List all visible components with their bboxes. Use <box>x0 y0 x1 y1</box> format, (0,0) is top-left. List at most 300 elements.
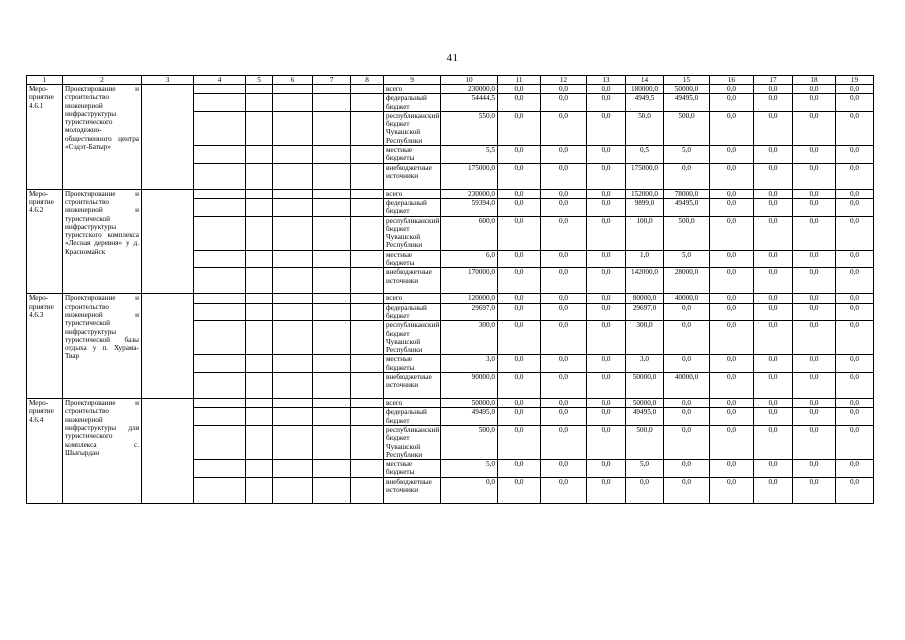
amount-cell-col-10: 230000,0 <box>441 189 498 198</box>
amount-cell-col-10: 29697,0 <box>441 303 498 321</box>
amount-cell-col-19: 0,0 <box>836 460 874 478</box>
amount-cell-col-10: 49495,0 <box>441 408 498 426</box>
amount-cell-col-11: 0,0 <box>498 425 541 459</box>
amount-cell-col-19: 0,0 <box>836 111 874 145</box>
activity-code: Меро- приятие 4.6.4 <box>27 399 63 504</box>
amount-cell-col-13: 0,0 <box>587 373 626 399</box>
amount-cell-col-19: 0,0 <box>836 294 874 303</box>
empty-cell-col-5 <box>246 198 273 216</box>
amount-cell-col-17: 0,0 <box>754 198 793 216</box>
amount-cell-col-11: 0,0 <box>498 477 541 503</box>
amount-cell-col-12: 0,0 <box>541 399 587 408</box>
amount-cell-col-14: 300,0 <box>626 321 664 355</box>
amount-cell-col-16: 0,0 <box>710 303 754 321</box>
amount-cell-col-14: 0,0 <box>626 477 664 503</box>
amount-cell-col-12: 0,0 <box>541 303 587 321</box>
funding-source: всего <box>384 189 441 198</box>
amount-cell-col-14: 50000,0 <box>626 399 664 408</box>
funding-source: всего <box>384 85 441 94</box>
amount-cell-col-13: 0,0 <box>587 477 626 503</box>
empty-cell-col-8 <box>351 373 384 399</box>
amount-cell-col-14: 80000,0 <box>626 294 664 303</box>
amount-cell-col-11: 0,0 <box>498 460 541 478</box>
empty-cell-col-8 <box>351 321 384 355</box>
amount-cell-col-10: 5,0 <box>441 460 498 478</box>
amount-cell-col-11: 0,0 <box>498 408 541 426</box>
amount-cell-col-18: 0,0 <box>793 460 836 478</box>
amount-cell-col-12: 0,0 <box>541 146 587 164</box>
empty-cell-col-8 <box>351 250 384 268</box>
empty-cell-col-6 <box>273 408 313 426</box>
amount-cell-col-15: 0,0 <box>664 321 710 355</box>
amount-cell-col-16: 0,0 <box>710 216 754 250</box>
empty-cell-col-5 <box>246 477 273 503</box>
amount-cell-col-10: 120000,0 <box>441 294 498 303</box>
amount-cell-col-12: 0,0 <box>541 321 587 355</box>
empty-cell-col-7 <box>313 94 351 112</box>
amount-cell-col-17: 0,0 <box>754 355 793 373</box>
amount-cell-col-14: 100,0 <box>626 216 664 250</box>
amount-cell-col-12: 0,0 <box>541 408 587 426</box>
amount-cell-col-10: 54444,5 <box>441 94 498 112</box>
empty-cell-col-7 <box>313 216 351 250</box>
amount-cell-col-17: 0,0 <box>754 163 793 189</box>
empty-cell-col-5 <box>246 250 273 268</box>
amount-cell-col-13: 0,0 <box>587 250 626 268</box>
amount-cell-col-12: 0,0 <box>541 250 587 268</box>
amount-cell-col-13: 0,0 <box>587 399 626 408</box>
amount-cell-col-19: 0,0 <box>836 94 874 112</box>
column-header-11: 11 <box>498 76 541 85</box>
amount-cell-col-17: 0,0 <box>754 189 793 198</box>
empty-cell-col-8 <box>351 355 384 373</box>
amount-cell-col-19: 0,0 <box>836 477 874 503</box>
amount-cell-col-17: 0,0 <box>754 111 793 145</box>
column-header-10: 10 <box>441 76 498 85</box>
empty-cell-col-8 <box>351 294 384 303</box>
amount-cell-col-13: 0,0 <box>587 268 626 294</box>
table-header <box>27 76 874 85</box>
empty-cell-col-4 <box>194 408 246 426</box>
amount-cell-col-15: 500,0 <box>664 111 710 145</box>
amount-cell-col-19: 0,0 <box>836 250 874 268</box>
amount-cell-col-15: 49495,0 <box>664 198 710 216</box>
amount-cell-col-16: 0,0 <box>710 294 754 303</box>
amount-cell-col-13: 0,0 <box>587 85 626 94</box>
amount-cell-col-16: 0,0 <box>710 408 754 426</box>
empty-cell-col-4 <box>194 146 246 164</box>
empty-cell-col-6 <box>273 355 313 373</box>
empty-cell-col-8 <box>351 425 384 459</box>
amount-cell-col-16: 0,0 <box>710 146 754 164</box>
amount-cell-col-18: 0,0 <box>793 425 836 459</box>
activity-name: Проектирование и строительство инженерной инфраструктуры туристического молодежно-общественного центра «Сэдэт-Батыр» <box>63 85 142 190</box>
column-header-4: 4 <box>194 76 246 85</box>
amount-cell-col-11: 0,0 <box>498 111 541 145</box>
activity-name: Проектирование и строительство инженерной и туристической инфраструктуры туристского комплекса «Лесная деревня» у д. Красномайск <box>63 189 142 294</box>
amount-cell-col-10: 3,0 <box>441 355 498 373</box>
empty-cell-col-4 <box>194 294 246 303</box>
amount-cell-col-18: 0,0 <box>793 94 836 112</box>
amount-cell-col-11: 0,0 <box>498 189 541 198</box>
amount-cell-col-19: 0,0 <box>836 303 874 321</box>
amount-cell-col-13: 0,0 <box>587 294 626 303</box>
amount-cell-col-13: 0,0 <box>587 111 626 145</box>
column-header-5: 5 <box>246 76 273 85</box>
amount-cell-col-10: 5,5 <box>441 146 498 164</box>
amount-cell-col-10: 50000,0 <box>441 399 498 408</box>
amount-cell-col-15: 500,0 <box>664 216 710 250</box>
amount-cell-col-18: 0,0 <box>793 250 836 268</box>
empty-cell-col-5 <box>246 268 273 294</box>
amount-cell-col-17: 0,0 <box>754 85 793 94</box>
amount-cell-col-14: 152000,0 <box>626 189 664 198</box>
amount-cell-col-17: 0,0 <box>754 373 793 399</box>
amount-cell-col-18: 0,0 <box>793 268 836 294</box>
column-header-12: 12 <box>541 76 587 85</box>
empty-cell-col-7 <box>313 399 351 408</box>
amount-cell-col-12: 0,0 <box>541 294 587 303</box>
amount-cell-col-10: 59394,0 <box>441 198 498 216</box>
funding-source: местные бюджеты <box>384 250 441 268</box>
funding-source: федеральный бюджет <box>384 303 441 321</box>
funding-source: внебюджетные источники <box>384 477 441 503</box>
amount-cell-col-13: 0,0 <box>587 94 626 112</box>
amount-cell-col-18: 0,0 <box>793 146 836 164</box>
empty-cell-col-6 <box>273 146 313 164</box>
empty-cell-col-6 <box>273 399 313 408</box>
empty-cell-col-6 <box>273 268 313 294</box>
empty-cell-col-4 <box>194 94 246 112</box>
empty-cell-col-3 <box>142 85 194 190</box>
empty-cell-col-7 <box>313 408 351 426</box>
amount-cell-col-18: 0,0 <box>793 189 836 198</box>
amount-cell-col-14: 180000,0 <box>626 85 664 94</box>
empty-cell-col-5 <box>246 146 273 164</box>
activity-name: Проектирование и строительство инженерной инфраструктуры для туристического комплекса с. Шыгырдан <box>63 399 142 504</box>
amount-cell-col-14: 50000,0 <box>626 373 664 399</box>
empty-cell-col-7 <box>313 198 351 216</box>
amount-cell-col-18: 0,0 <box>793 216 836 250</box>
amount-cell-col-12: 0,0 <box>541 477 587 503</box>
empty-cell-col-7 <box>313 477 351 503</box>
empty-cell-col-4 <box>194 303 246 321</box>
column-header-3: 3 <box>142 76 194 85</box>
column-header-17: 17 <box>754 76 793 85</box>
amount-cell-col-11: 0,0 <box>498 85 541 94</box>
page-number: 41 <box>446 52 459 64</box>
empty-cell-col-7 <box>313 425 351 459</box>
amount-cell-col-19: 0,0 <box>836 268 874 294</box>
amount-cell-col-17: 0,0 <box>754 408 793 426</box>
empty-cell-col-7 <box>313 303 351 321</box>
amount-cell-col-13: 0,0 <box>587 198 626 216</box>
amount-cell-col-12: 0,0 <box>541 460 587 478</box>
amount-cell-col-11: 0,0 <box>498 268 541 294</box>
empty-cell-col-5 <box>246 355 273 373</box>
amount-cell-col-14: 142000,0 <box>626 268 664 294</box>
funding-source: внебюджетные источники <box>384 373 441 399</box>
funding-source: республиканский бюджет Чувашской Республики <box>384 321 441 355</box>
amount-cell-col-10: 175000,0 <box>441 163 498 189</box>
amount-cell-col-17: 0,0 <box>754 425 793 459</box>
amount-cell-col-16: 0,0 <box>710 399 754 408</box>
funding-source: республиканский бюджет Чувашской Республики <box>384 111 441 145</box>
amount-cell-col-16: 0,0 <box>710 85 754 94</box>
amount-cell-col-14: 4949,5 <box>626 94 664 112</box>
empty-cell-col-4 <box>194 460 246 478</box>
empty-cell-col-4 <box>194 250 246 268</box>
amount-cell-col-11: 0,0 <box>498 94 541 112</box>
empty-cell-col-5 <box>246 321 273 355</box>
amount-cell-col-18: 0,0 <box>793 399 836 408</box>
amount-cell-col-15: 40000,0 <box>664 373 710 399</box>
activity-code: Меро- приятие 4.6.3 <box>27 294 63 399</box>
amount-cell-col-11: 0,0 <box>498 216 541 250</box>
amount-cell-col-13: 0,0 <box>587 408 626 426</box>
empty-cell-col-4 <box>194 189 246 198</box>
amount-cell-col-16: 0,0 <box>710 373 754 399</box>
amount-cell-col-15: 0,0 <box>664 163 710 189</box>
amount-cell-col-17: 0,0 <box>754 216 793 250</box>
amount-cell-col-18: 0,0 <box>793 355 836 373</box>
amount-cell-col-19: 0,0 <box>836 408 874 426</box>
empty-cell-col-4 <box>194 399 246 408</box>
amount-cell-col-17: 0,0 <box>754 303 793 321</box>
amount-cell-col-12: 0,0 <box>541 373 587 399</box>
empty-cell-col-7 <box>313 268 351 294</box>
amount-cell-col-17: 0,0 <box>754 294 793 303</box>
amount-cell-col-19: 0,0 <box>836 146 874 164</box>
amount-cell-col-19: 0,0 <box>836 198 874 216</box>
column-header-1: 1 <box>27 76 63 85</box>
amount-cell-col-17: 0,0 <box>754 321 793 355</box>
amount-cell-col-14: 9899,0 <box>626 198 664 216</box>
amount-cell-col-13: 0,0 <box>587 216 626 250</box>
amount-cell-col-11: 0,0 <box>498 250 541 268</box>
column-header-13: 13 <box>587 76 626 85</box>
empty-cell-col-8 <box>351 85 384 94</box>
amount-cell-col-18: 0,0 <box>793 373 836 399</box>
amount-cell-col-10: 550,0 <box>441 111 498 145</box>
amount-cell-col-10: 0,0 <box>441 477 498 503</box>
amount-cell-col-15: 0,0 <box>664 425 710 459</box>
amount-cell-col-12: 0,0 <box>541 189 587 198</box>
amount-cell-col-13: 0,0 <box>587 355 626 373</box>
empty-cell-col-5 <box>246 163 273 189</box>
funding-source: местные бюджеты <box>384 355 441 373</box>
amount-cell-col-15: 0,0 <box>664 399 710 408</box>
empty-cell-col-3 <box>142 399 194 504</box>
amount-cell-col-14: 3,0 <box>626 355 664 373</box>
amount-cell-col-17: 0,0 <box>754 460 793 478</box>
empty-cell-col-5 <box>246 216 273 250</box>
amount-cell-col-19: 0,0 <box>836 163 874 189</box>
amount-cell-col-11: 0,0 <box>498 373 541 399</box>
empty-cell-col-8 <box>351 189 384 198</box>
empty-cell-col-5 <box>246 111 273 145</box>
empty-cell-col-6 <box>273 94 313 112</box>
empty-cell-col-6 <box>273 189 313 198</box>
amount-cell-col-15: 78000,0 <box>664 189 710 198</box>
funding-source: внебюджетные источники <box>384 163 441 189</box>
amount-cell-col-11: 0,0 <box>498 321 541 355</box>
empty-cell-col-7 <box>313 355 351 373</box>
empty-cell-col-3 <box>142 294 194 399</box>
column-header-7: 7 <box>313 76 351 85</box>
empty-cell-col-5 <box>246 408 273 426</box>
amount-cell-col-14: 0,5 <box>626 146 664 164</box>
amount-cell-col-16: 0,0 <box>710 425 754 459</box>
empty-cell-col-5 <box>246 425 273 459</box>
empty-cell-col-6 <box>273 111 313 145</box>
amount-cell-col-16: 0,0 <box>710 477 754 503</box>
amount-cell-col-16: 0,0 <box>710 250 754 268</box>
amount-cell-col-13: 0,0 <box>587 146 626 164</box>
funding-source: всего <box>384 399 441 408</box>
empty-cell-col-7 <box>313 460 351 478</box>
empty-cell-col-8 <box>351 408 384 426</box>
amount-cell-col-15: 49495,0 <box>664 94 710 112</box>
empty-cell-col-7 <box>313 373 351 399</box>
amount-cell-col-10: 600,0 <box>441 216 498 250</box>
amount-cell-col-14: 50,0 <box>626 111 664 145</box>
empty-cell-col-8 <box>351 303 384 321</box>
funding-source: федеральный бюджет <box>384 94 441 112</box>
empty-cell-col-8 <box>351 477 384 503</box>
amount-cell-col-17: 0,0 <box>754 94 793 112</box>
amount-cell-col-10: 6,0 <box>441 250 498 268</box>
amount-cell-col-10: 300,0 <box>441 321 498 355</box>
empty-cell-col-4 <box>194 355 246 373</box>
amount-cell-col-18: 0,0 <box>793 111 836 145</box>
amount-cell-col-16: 0,0 <box>710 355 754 373</box>
amount-cell-col-15: 0,0 <box>664 408 710 426</box>
funding-source: местные бюджеты <box>384 460 441 478</box>
empty-cell-col-6 <box>273 85 313 94</box>
amount-cell-col-16: 0,0 <box>710 198 754 216</box>
empty-cell-col-5 <box>246 399 273 408</box>
amount-cell-col-13: 0,0 <box>587 321 626 355</box>
empty-cell-col-8 <box>351 399 384 408</box>
funding-source: федеральный бюджет <box>384 198 441 216</box>
amount-cell-col-17: 0,0 <box>754 268 793 294</box>
budget-table <box>26 75 874 504</box>
empty-cell-col-7 <box>313 163 351 189</box>
empty-cell-col-4 <box>194 111 246 145</box>
empty-cell-col-4 <box>194 198 246 216</box>
empty-cell-col-6 <box>273 321 313 355</box>
empty-cell-col-8 <box>351 163 384 189</box>
amount-cell-col-19: 0,0 <box>836 373 874 399</box>
column-header-2: 2 <box>63 76 142 85</box>
amount-cell-col-13: 0,0 <box>587 425 626 459</box>
amount-cell-col-11: 0,0 <box>498 198 541 216</box>
amount-cell-col-19: 0,0 <box>836 399 874 408</box>
amount-cell-col-16: 0,0 <box>710 460 754 478</box>
empty-cell-col-4 <box>194 268 246 294</box>
empty-cell-col-7 <box>313 146 351 164</box>
amount-cell-col-18: 0,0 <box>793 294 836 303</box>
amount-cell-col-18: 0,0 <box>793 477 836 503</box>
amount-cell-col-19: 0,0 <box>836 216 874 250</box>
column-header-14: 14 <box>626 76 664 85</box>
column-header-16: 16 <box>710 76 754 85</box>
amount-cell-col-13: 0,0 <box>587 460 626 478</box>
amount-cell-col-11: 0,0 <box>498 303 541 321</box>
amount-cell-col-15: 28000,0 <box>664 268 710 294</box>
amount-cell-col-19: 0,0 <box>836 189 874 198</box>
amount-cell-col-16: 0,0 <box>710 189 754 198</box>
empty-cell-col-6 <box>273 477 313 503</box>
empty-cell-col-4 <box>194 425 246 459</box>
amount-cell-col-11: 0,0 <box>498 355 541 373</box>
amount-cell-col-10: 500,0 <box>441 425 498 459</box>
funding-source: всего <box>384 294 441 303</box>
column-header-18: 18 <box>793 76 836 85</box>
amount-cell-col-19: 0,0 <box>836 355 874 373</box>
amount-cell-col-17: 0,0 <box>754 399 793 408</box>
empty-cell-col-7 <box>313 250 351 268</box>
activity-code: Меро- приятие 4.6.1 <box>27 85 63 190</box>
amount-cell-col-13: 0,0 <box>587 163 626 189</box>
empty-cell-col-8 <box>351 460 384 478</box>
amount-cell-col-19: 0,0 <box>836 425 874 459</box>
empty-cell-col-5 <box>246 460 273 478</box>
empty-cell-col-7 <box>313 294 351 303</box>
empty-cell-col-7 <box>313 111 351 145</box>
funding-source: местные бюджеты <box>384 146 441 164</box>
empty-cell-col-6 <box>273 425 313 459</box>
amount-cell-col-12: 0,0 <box>541 85 587 94</box>
amount-cell-col-16: 0,0 <box>710 111 754 145</box>
amount-cell-col-15: 0,0 <box>664 355 710 373</box>
amount-cell-col-12: 0,0 <box>541 355 587 373</box>
table-row <box>27 399 874 408</box>
amount-cell-col-14: 29697,0 <box>626 303 664 321</box>
table-row <box>27 189 874 198</box>
amount-cell-col-18: 0,0 <box>793 163 836 189</box>
amount-cell-col-15: 5,0 <box>664 146 710 164</box>
column-header-9: 9 <box>384 76 441 85</box>
empty-cell-col-4 <box>194 321 246 355</box>
amount-cell-col-18: 0,0 <box>793 408 836 426</box>
empty-cell-col-4 <box>194 373 246 399</box>
amount-cell-col-18: 0,0 <box>793 321 836 355</box>
empty-cell-col-6 <box>273 373 313 399</box>
empty-cell-col-7 <box>313 189 351 198</box>
amount-cell-col-16: 0,0 <box>710 163 754 189</box>
amount-cell-col-12: 0,0 <box>541 94 587 112</box>
empty-cell-col-8 <box>351 146 384 164</box>
empty-cell-col-8 <box>351 216 384 250</box>
amount-cell-col-10: 230000,0 <box>441 85 498 94</box>
empty-cell-col-8 <box>351 198 384 216</box>
amount-cell-col-18: 0,0 <box>793 303 836 321</box>
empty-cell-col-5 <box>246 189 273 198</box>
amount-cell-col-14: 1,0 <box>626 250 664 268</box>
amount-cell-col-14: 49495,0 <box>626 408 664 426</box>
amount-cell-col-16: 0,0 <box>710 94 754 112</box>
amount-cell-col-18: 0,0 <box>793 198 836 216</box>
empty-cell-col-5 <box>246 94 273 112</box>
activity-code: Меро- приятие 4.6.2 <box>27 189 63 294</box>
amount-cell-col-19: 0,0 <box>836 321 874 355</box>
amount-cell-col-12: 0,0 <box>541 425 587 459</box>
empty-cell-col-5 <box>246 85 273 94</box>
amount-cell-col-10: 90000,0 <box>441 373 498 399</box>
column-header-15: 15 <box>664 76 710 85</box>
